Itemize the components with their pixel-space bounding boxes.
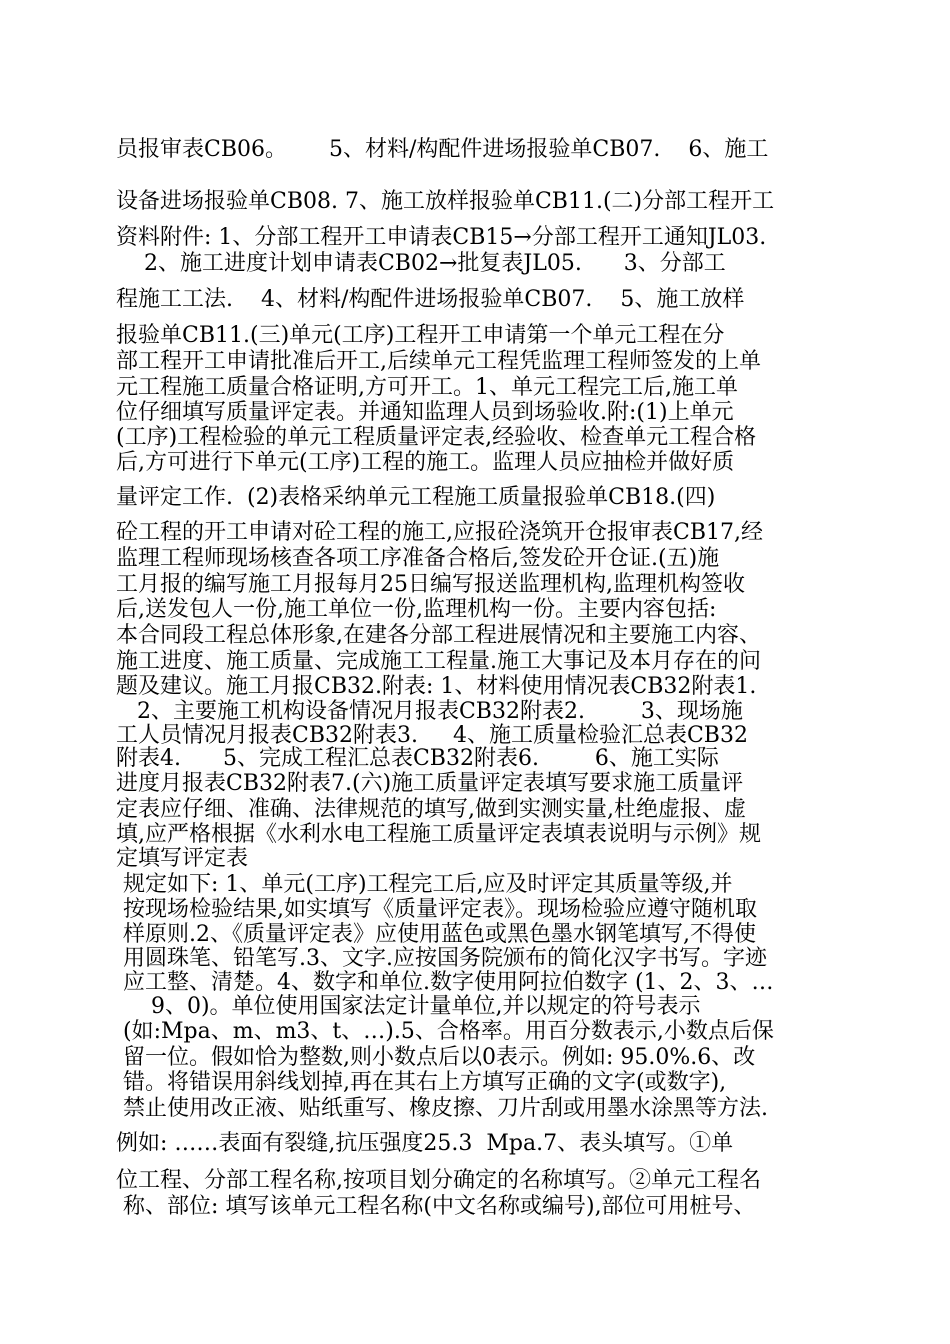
text-line: 2、施工进度计划申请表CB02→批复表JL05. 3、分部工 (116, 251, 726, 276)
text-line: 员报审表CB06。 5、材料/构配件进场报验单CB07. 6、施工 (116, 137, 769, 162)
text-line: 监理工程师现场核查各项工序准备合格后,签发砼开仓证.(五)施 (116, 546, 720, 571)
text-line: 应工整、清楚。4、数字和单位.数字使用阿拉伯数字 (1、2、3、… (116, 970, 774, 995)
text-line: 填,应严格根据《水利水电工程施工质量评定表填表说明与示例》规 (116, 822, 761, 847)
text-line: 题及建议。施工月报CB32.附表: 1、材料使用情况表CB32附表1. (116, 674, 757, 699)
text-line: (工序)工程检验的单元工程质量评定表,经验收、检查单元工程合格 (116, 425, 757, 450)
text-line: 定表应仔细、准确、法律规范的填写,做到实测实量,杜绝虚报、虚 (116, 797, 746, 822)
text-line: 例如: ……表面有裂缝,抗压强度25.3 Mpa.7、表头填写。①单 (116, 1131, 734, 1156)
text-line: 样原则.2、《质量评定表》应使用蓝色或黑色墨水钢笔填写,不得使 (116, 922, 756, 947)
text-line: 错。将错误用斜线划掉,再在其右上方填写正确的文字(或数字), (116, 1070, 727, 1095)
text-line: 位仔细填写质量评定表。并通知监理人员到场验收.附:(1)上单元 (116, 400, 734, 425)
text-line: 9、0)。单位使用国家法定计量单位,并以规定的符号表示 (116, 994, 701, 1019)
text-line: 资料附件: 1、分部工程开工申请表CB15→分部工程开工通知JL03. (116, 225, 767, 250)
text-line: 元工程施工质量合格证明,方可开工。1、单元工程完工后,施工单 (116, 375, 738, 400)
text-line: 用圆珠笔、铅笔写.3、文字.应按国务院颁布的简化汉字书写。字迹 (116, 946, 767, 971)
text-line: 部工程开工申请批准后开工,后续单元工程凭监理工程师签发的上单 (116, 349, 761, 374)
text-line: 定填写评定表 (116, 846, 249, 871)
text-line: 工月报的编写施工月报每月25日编写报送监理机构,监理机构签收 (116, 572, 745, 597)
text-line: 程施工工法. 4、材料/构配件进场报验单CB07. 5、施工放样 (116, 287, 745, 312)
text-line: 后,方可进行下单元(工序)工程的施工。监理人员应抽检并做好质 (116, 450, 735, 475)
text-line: 报验单CB11.(三)单元(工序)工程开工申请第一个单元工程在分 (116, 323, 725, 348)
text-line: 称、部位: 填写该单元工程名称(中文名称或编号),部位可用桩号、 (116, 1194, 756, 1219)
text-line: 进度月报表CB32附表7.(六)施工质量评定表填写要求施工质量评 (116, 771, 744, 796)
text-line: 砼工程的开工申请对砼工程的施工,应报砼浇筑开仓报审表CB17,经 (116, 520, 763, 545)
text-line: 量评定工作. (2)表格采纳单元工程施工质量报验单CB18.(四) (116, 485, 716, 510)
text-line: 禁止使用改正液、贴纸重写、橡皮擦、刀片刮或用墨水涂黑等方法. (116, 1096, 768, 1121)
text-line: 2、主要施工机构设备情况月报表CB32附表2. 3、现场施 (116, 699, 743, 724)
text-line: 工人员情况月报表CB32附表3. 4、施工质量检验汇总表CB32 (116, 723, 748, 748)
text-line: 规定如下: 1、单元(工序)工程完工后,应及时评定其质量等级,并 (116, 872, 733, 897)
text-line: 后,送发包人一份,施工单位一份,监理机构一份。主要内容包括: (116, 597, 717, 622)
text-line: (如:Mpa、m、m3、t、…).5、合格率。用百分数表示,小数点后保 (116, 1019, 774, 1044)
text-line: 设备进场报验单CB08. 7、施工放样报验单CB11.(二)分部工程开工 (116, 189, 775, 214)
text-line: 附表4. 5、完成工程汇总表CB32附表6. 6、施工实际 (116, 746, 719, 771)
text-line: 本合同段工程总体形象,在建各分部工程进展情况和主要施工内容、 (116, 623, 761, 648)
text-line: 留一位。假如恰为整数,则小数点后以0表示。例如: 95.0%.6、改 (116, 1045, 756, 1070)
text-line: 位工程、分部工程名称,按项目划分确定的名称填写。②单元工程名 (116, 1168, 761, 1193)
text-line: 施工进度、施工质量、完成施工工程量.施工大事记及本月存在的问 (116, 649, 761, 674)
text-line: 按现场检验结果,如实填写《质量评定表》。现场检验应遵守随机取 (116, 897, 757, 922)
